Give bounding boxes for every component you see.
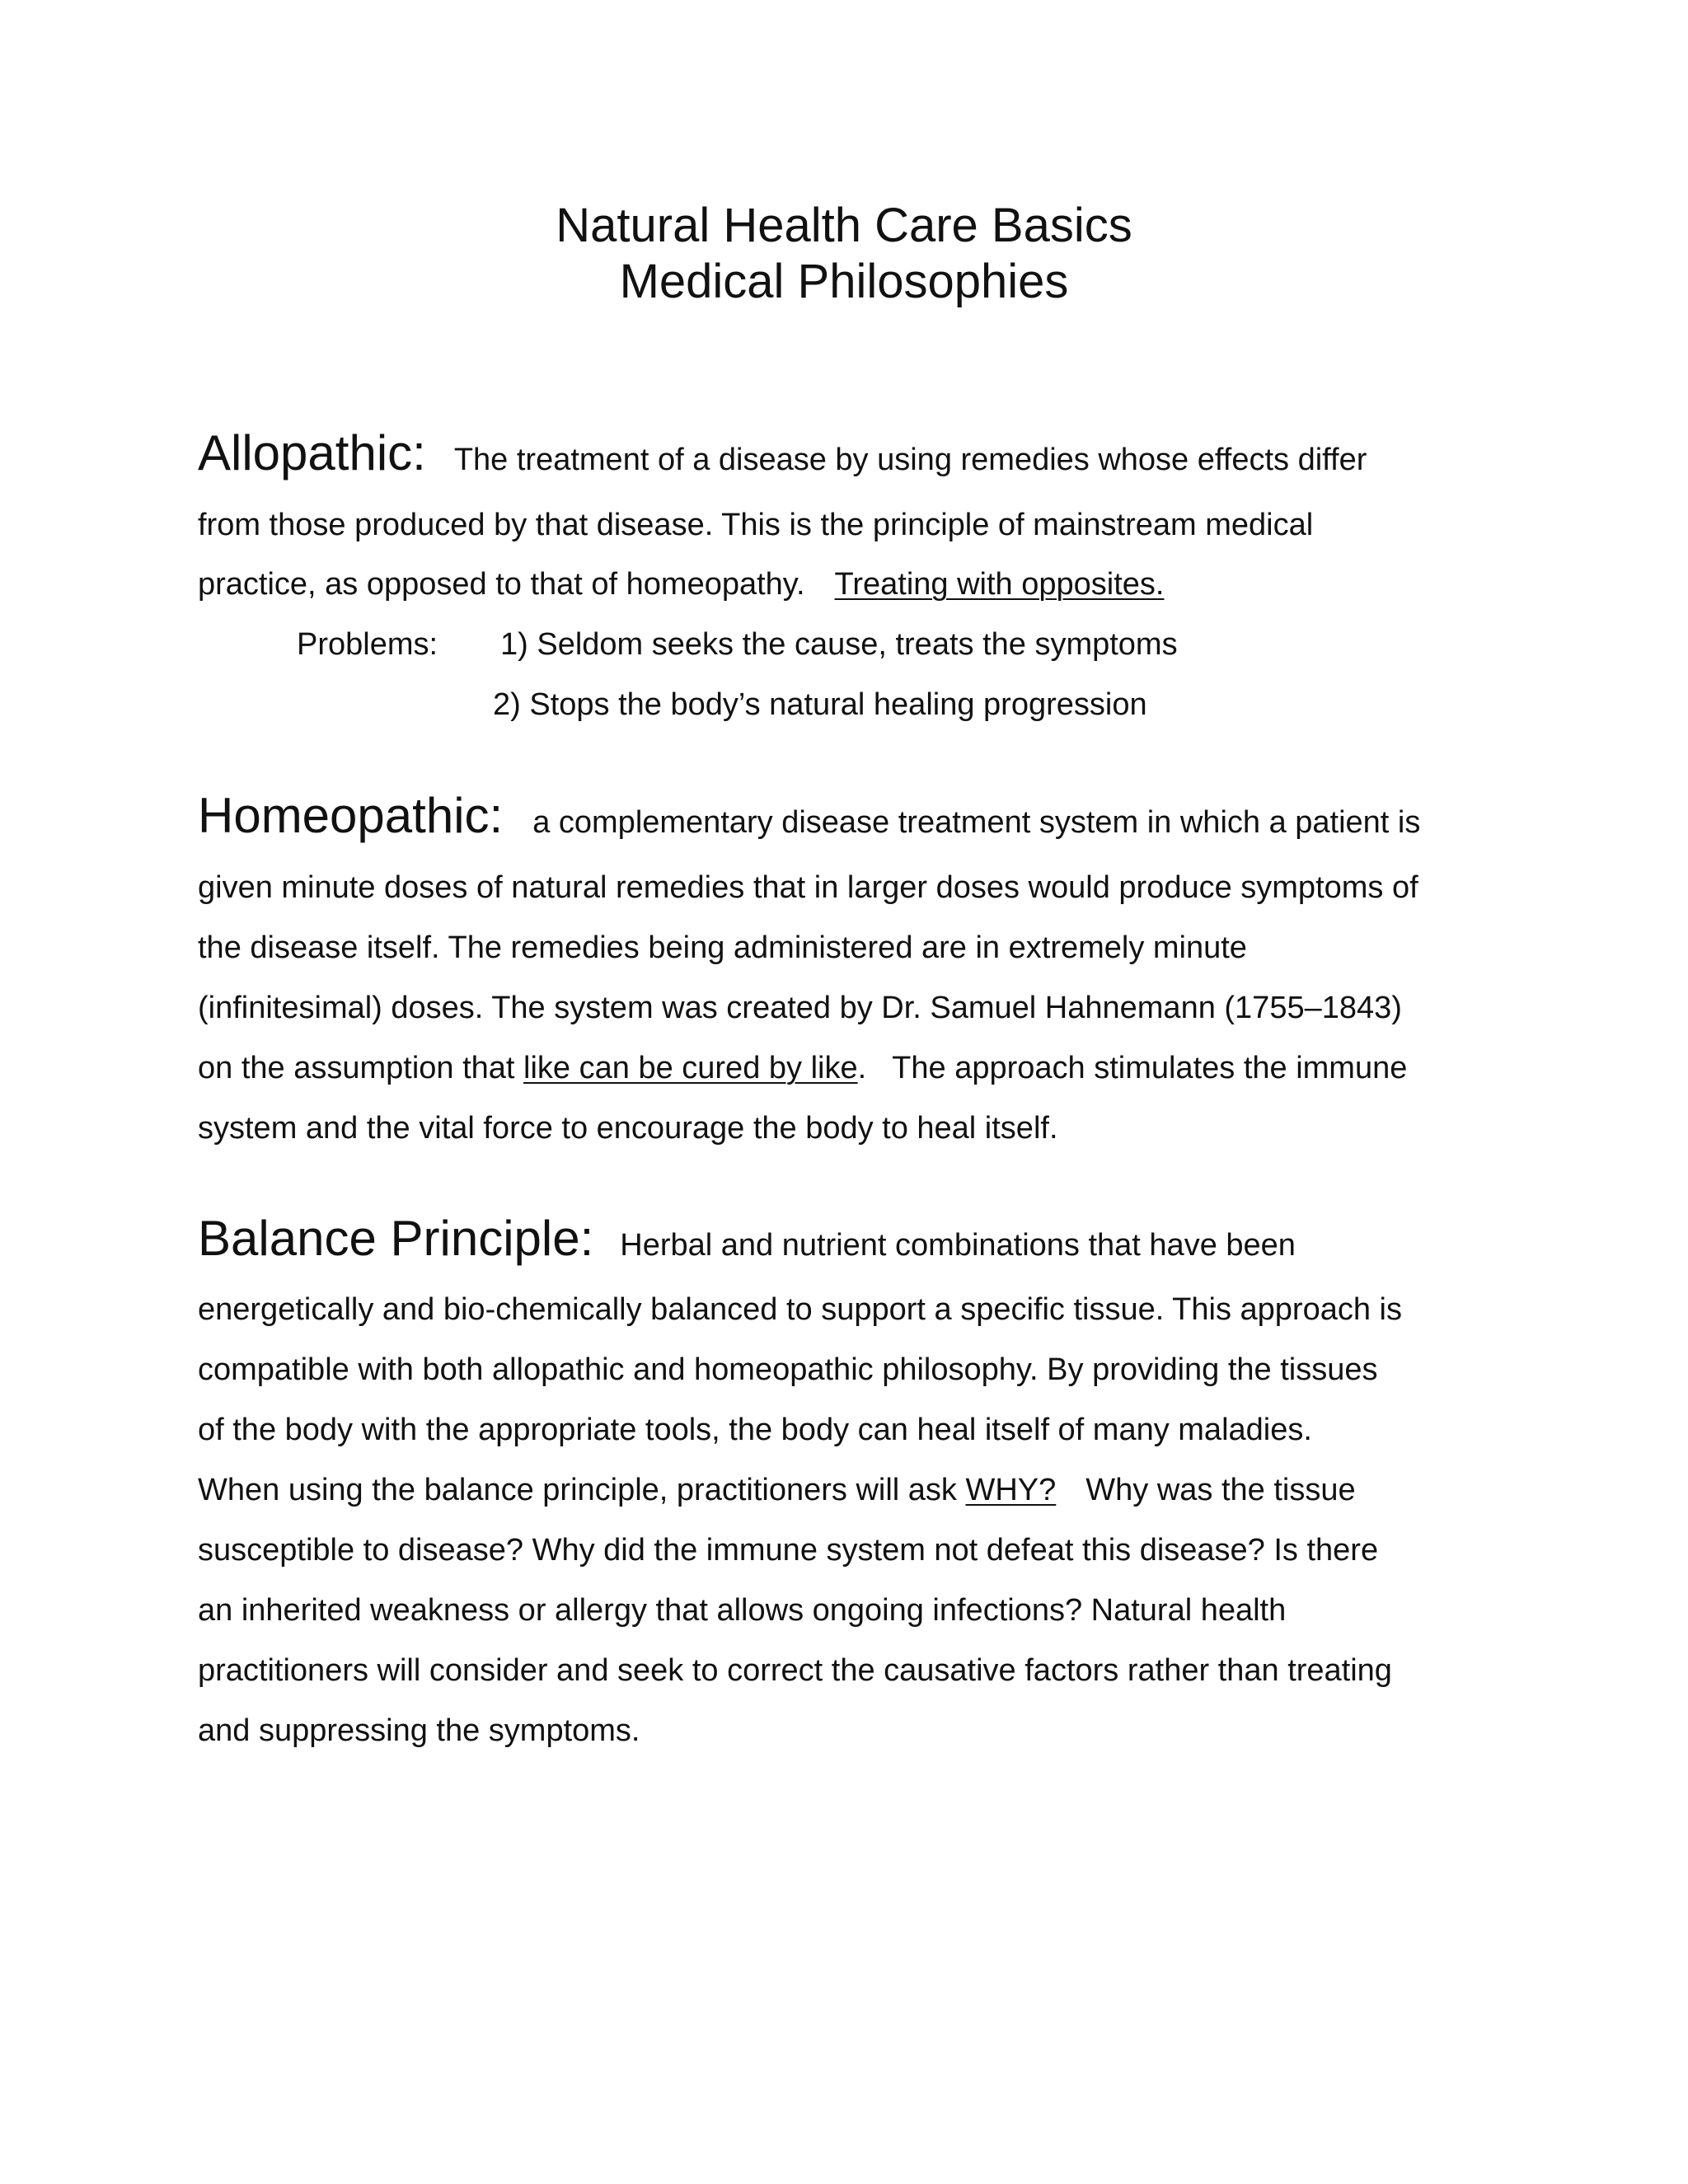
homeopathic-line-2: given minute doses of natural remedies that in larger doses would produce symptoms of (198, 870, 1418, 905)
document-subtitle: Medical Philosophies (619, 255, 1069, 308)
balance-line-6: susceptible to disease? Why did the immune system not defeat this disease? Is there (198, 1533, 1379, 1568)
balance-line-2: energetically and bio-chemically balanced to support a specific tissue. This approach is (198, 1292, 1402, 1327)
balance-line-3: compatible with both allopathic and homeopathic philosophy. By providing the tissues (198, 1352, 1378, 1387)
balance-line-9: and suppressing the symptoms. (198, 1713, 640, 1748)
homeopathic-line-5 (198, 1048, 1407, 1088)
homeopathic-line-4: (infinitesimal) doses. The system was created by Dr. Samuel Hahnemann (1755–1843) (198, 991, 1402, 1025)
balance-line-8: practitioners will consider and seek to correct the causative factors rather than treating (198, 1653, 1392, 1688)
allopathic-term: Allopathic: (198, 425, 426, 480)
balance-line-5-before: When using the balance principle, practitioners will ask (198, 1473, 957, 1507)
homeopathic-emphasis: like can be cured by like (523, 1051, 858, 1085)
homeopathic-line-1 (198, 788, 1421, 843)
homeopathic-line-6: system and the vital force to encourage the body to heal itself. (198, 1111, 1058, 1146)
balance-line-7: an inherited weakness or allergy that allows ongoing infections? Natural health (198, 1593, 1287, 1628)
balance-line-4: of the body with the appropriate tools, the body can heal itself of many maladies. (198, 1413, 1312, 1447)
allopathic-line-1 (198, 425, 1367, 480)
allopathic-definition-1: The treatment of a disease by using remedies whose effects differ (453, 443, 1367, 477)
allopathic-emphasis: Treating with opposites. (834, 567, 1165, 602)
balance-line-5-after: Why was the tissue (1085, 1473, 1356, 1507)
homeopathic-definition-1: a complementary disease treatment system in which a patient is (532, 805, 1421, 840)
allopathic-line-3 (198, 565, 1164, 604)
allopathic-problems-label: Problems: (297, 627, 438, 662)
balance-line-5 (198, 1470, 1356, 1510)
document-title: Natural Health Care Basics (556, 199, 1132, 252)
balance-emphasis: WHY? (965, 1473, 1057, 1507)
homeopathic-term: Homeopathic: (198, 788, 504, 843)
allopathic-line-3-text: practice, as opposed to that of homeopathy. (198, 567, 805, 602)
allopathic-problem-2: 2) Stops the body’s natural healing progression (493, 687, 1147, 722)
allopathic-problem-1: 1) Seldom seeks the cause, treats the symptoms (500, 627, 1178, 662)
homeopathic-line-5-before: on the assumption that (198, 1051, 515, 1085)
balance-line-1 (198, 1211, 1296, 1266)
allopathic-line-2: from those produced by that disease. This is the principle of mainstream medical (198, 508, 1314, 542)
homeopathic-line-5-after: . The approach stimulates the immune (857, 1051, 1408, 1085)
balance-definition-1: Herbal and nutrient combinations that have been (620, 1228, 1296, 1263)
homeopathic-line-3: the disease itself. The remedies being administered are in extremely minute (198, 930, 1247, 965)
balance-term: Balance Principle: (198, 1211, 594, 1266)
